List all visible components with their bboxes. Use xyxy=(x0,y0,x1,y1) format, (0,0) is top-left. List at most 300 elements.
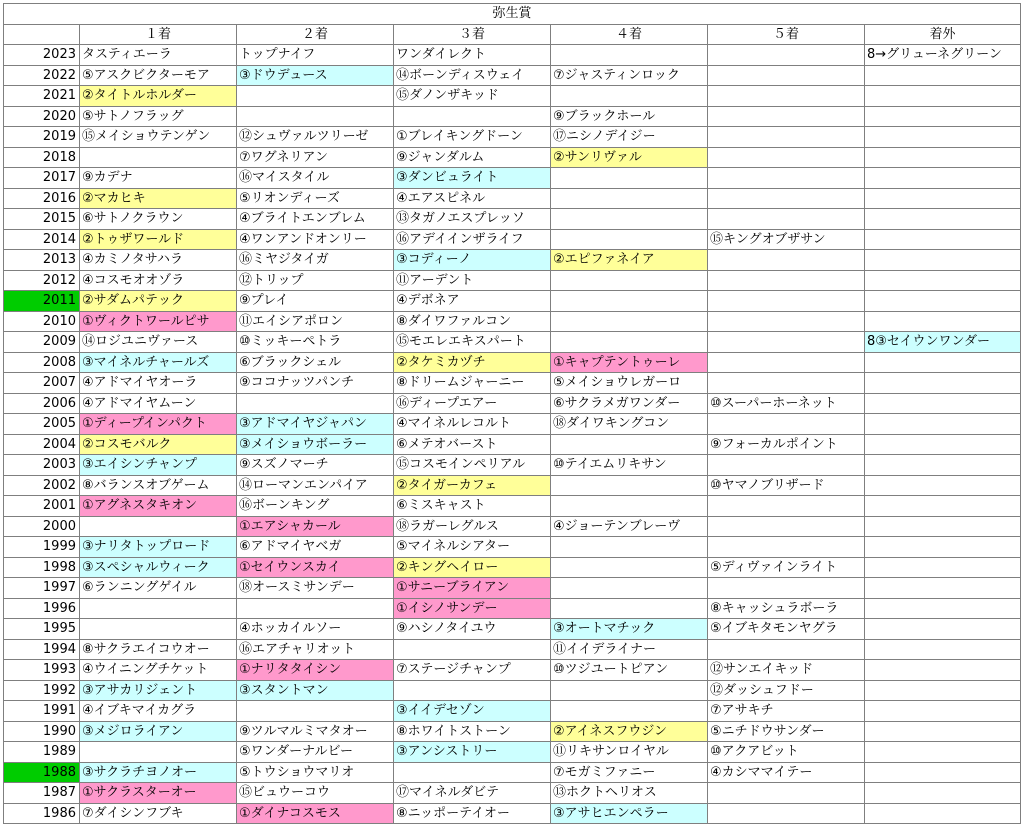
result-cell[interactable] xyxy=(865,250,1021,271)
header-cell[interactable]: ３着 xyxy=(394,24,551,45)
table-row xyxy=(4,783,1021,804)
result-cell[interactable]: ⑭ボーンディスウェイ xyxy=(394,65,551,86)
result-cell[interactable]: ワンダイレクト xyxy=(394,45,551,66)
result-cell[interactable]: ⑦ダイシンフブキ xyxy=(80,803,237,824)
year-cell[interactable]: 2022 xyxy=(4,65,80,86)
year-cell[interactable]: 2010 xyxy=(4,311,80,332)
result-cell[interactable]: ⑯エアチャリオット xyxy=(237,639,394,660)
table-row xyxy=(4,393,1021,414)
table-row xyxy=(4,352,1021,373)
result-cell[interactable]: ⑥ミスキャスト xyxy=(394,496,551,517)
result-cell[interactable] xyxy=(865,106,1021,127)
year-cell[interactable]: 2003 xyxy=(4,455,80,476)
result-cell[interactable]: ⑧キャッシュラボーラ xyxy=(708,598,865,619)
result-cell[interactable]: ②エピファネイア xyxy=(551,250,708,271)
result-cell[interactable] xyxy=(865,147,1021,168)
result-cell[interactable]: ③サクラチヨノオー xyxy=(80,762,237,783)
result-cell[interactable] xyxy=(708,352,865,373)
result-cell[interactable] xyxy=(865,270,1021,291)
result-cell[interactable]: ⑯ミヤジタイガ xyxy=(237,250,394,271)
header-cell[interactable]: ２着 xyxy=(237,24,394,45)
year-cell[interactable]: 2016 xyxy=(4,188,80,209)
result-cell[interactable]: ④デボネア xyxy=(394,291,551,312)
year-cell[interactable]: 2002 xyxy=(4,475,80,496)
result-cell[interactable] xyxy=(394,762,551,783)
result-cell[interactable]: ⑤ニチドウサンダー xyxy=(708,721,865,742)
result-cell[interactable]: ⑨カデナ xyxy=(80,168,237,189)
result-cell[interactable] xyxy=(865,721,1021,742)
result-cell[interactable]: ③スペシャルウィーク xyxy=(80,557,237,578)
result-cell[interactable]: ⑦ワグネリアン xyxy=(237,147,394,168)
result-cell[interactable]: ②サンリヴァル xyxy=(551,147,708,168)
table-row xyxy=(4,414,1021,435)
result-cell[interactable] xyxy=(708,45,865,66)
year-cell[interactable]: 2014 xyxy=(4,229,80,250)
result-cell[interactable]: ⑧バランスオブゲーム xyxy=(80,475,237,496)
result-cell[interactable] xyxy=(708,311,865,332)
year-cell[interactable]: 1998 xyxy=(4,557,80,578)
table-body xyxy=(4,45,1021,824)
year-cell[interactable]: 2006 xyxy=(4,393,80,414)
year-cell[interactable]: 1993 xyxy=(4,660,80,681)
table-row xyxy=(4,639,1021,660)
result-cell[interactable]: ③ナリタトップロード xyxy=(80,537,237,558)
result-cell[interactable]: ⑩ミッキーペトラ xyxy=(237,332,394,353)
result-cell[interactable]: ⑧ホワイトストーン xyxy=(394,721,551,742)
year-cell[interactable]: 2004 xyxy=(4,434,80,455)
result-cell[interactable]: ⑥サトノクラウン xyxy=(80,209,237,230)
result-cell[interactable] xyxy=(551,332,708,353)
result-cell[interactable] xyxy=(551,680,708,701)
result-cell[interactable] xyxy=(551,496,708,517)
year-cell[interactable]: 1989 xyxy=(4,742,80,763)
result-cell[interactable]: ⑩スーパーホーネット xyxy=(708,393,865,414)
result-cell[interactable]: ②コスモバルク xyxy=(80,434,237,455)
result-cell[interactable] xyxy=(551,578,708,599)
result-cell[interactable]: ④カミノタサハラ xyxy=(80,250,237,271)
result-cell[interactable] xyxy=(237,598,394,619)
result-cell[interactable] xyxy=(551,291,708,312)
result-cell[interactable]: ③スタントマン xyxy=(237,680,394,701)
year-cell[interactable]: 1999 xyxy=(4,537,80,558)
result-cell[interactable]: ⑧ドリームジャーニー xyxy=(394,373,551,394)
result-cell[interactable]: ⑤ワンダーナルビー xyxy=(237,742,394,763)
result-cell[interactable] xyxy=(708,455,865,476)
result-cell[interactable] xyxy=(865,660,1021,681)
result-cell[interactable] xyxy=(708,291,865,312)
result-cell[interactable]: ⑨フォーカルポイント xyxy=(708,434,865,455)
result-cell[interactable]: ⑫トリップ xyxy=(237,270,394,291)
table-row xyxy=(4,660,1021,681)
table-row xyxy=(4,106,1021,127)
table-row xyxy=(4,537,1021,558)
result-cell[interactable]: ①ヴィクトワールピサ xyxy=(80,311,237,332)
result-cell[interactable]: ⑥ブラックシェル xyxy=(237,352,394,373)
year-cell[interactable]: 2023 xyxy=(4,45,80,66)
result-cell[interactable] xyxy=(865,229,1021,250)
result-cell[interactable] xyxy=(551,475,708,496)
result-cell[interactable]: ⑤サトノフラッグ xyxy=(80,106,237,127)
result-cell[interactable] xyxy=(865,783,1021,804)
result-cell[interactable]: ③メイショウボーラー xyxy=(237,434,394,455)
result-cell[interactable]: ⑤アスクビクターモア xyxy=(80,65,237,86)
result-cell[interactable] xyxy=(865,188,1021,209)
result-cell[interactable]: ⑨ツルマルミマタオー xyxy=(237,721,394,742)
result-cell[interactable]: ⑨ココナッツパンチ xyxy=(237,373,394,394)
result-cell[interactable] xyxy=(865,680,1021,701)
result-cell[interactable]: ⑮モエレエキスパート xyxy=(394,332,551,353)
result-cell[interactable]: ⑫ダッシュフドー xyxy=(708,680,865,701)
result-cell[interactable] xyxy=(551,311,708,332)
result-cell[interactable] xyxy=(551,86,708,107)
result-cell[interactable] xyxy=(708,168,865,189)
result-cell[interactable]: ①アグネスタキオン xyxy=(80,496,237,517)
result-cell[interactable]: ①ブレイキングドーン xyxy=(394,127,551,148)
result-cell[interactable]: ③アサカリジェント xyxy=(80,680,237,701)
table-row xyxy=(4,762,1021,783)
year-cell[interactable]: 2015 xyxy=(4,209,80,230)
result-cell[interactable] xyxy=(865,373,1021,394)
year-cell[interactable]: 1990 xyxy=(4,721,80,742)
result-cell[interactable]: ⑤トウショウマリオ xyxy=(237,762,394,783)
result-cell[interactable] xyxy=(865,742,1021,763)
result-cell[interactable]: ⑩テイエムリキサン xyxy=(551,455,708,476)
result-cell[interactable] xyxy=(865,65,1021,86)
result-cell[interactable]: ④ブライトエンブレム xyxy=(237,209,394,230)
result-cell[interactable] xyxy=(708,65,865,86)
result-cell[interactable]: ⑪アーデント xyxy=(394,270,551,291)
year-cell[interactable]: 2005 xyxy=(4,414,80,435)
table-row xyxy=(4,229,1021,250)
result-cell[interactable] xyxy=(865,434,1021,455)
result-cell[interactable] xyxy=(865,455,1021,476)
result-cell[interactable] xyxy=(80,619,237,640)
result-cell[interactable]: ⑥ランニングゲイル xyxy=(80,578,237,599)
result-cell[interactable] xyxy=(708,783,865,804)
result-cell[interactable] xyxy=(708,209,865,230)
sheet-title[interactable]: 弥生賞 xyxy=(4,4,1021,25)
result-cell[interactable] xyxy=(708,414,865,435)
result-cell[interactable]: ⑤メイショウレガーロ xyxy=(551,373,708,394)
result-cell[interactable] xyxy=(865,352,1021,373)
result-cell[interactable]: ⑨ハシノタイユウ xyxy=(394,619,551,640)
result-cell[interactable]: ④イブキマイカグラ xyxy=(80,701,237,722)
result-cell[interactable]: ⑧サクラエイコウオー xyxy=(80,639,237,660)
year-cell[interactable]: 2009 xyxy=(4,332,80,353)
result-cell[interactable] xyxy=(865,578,1021,599)
result-cell[interactable] xyxy=(394,639,551,660)
result-cell[interactable]: ⑫サンエイキッド xyxy=(708,660,865,681)
table-row xyxy=(4,619,1021,640)
year-cell[interactable]: 2013 xyxy=(4,250,80,271)
result-cell[interactable] xyxy=(865,86,1021,107)
result-cell[interactable]: ⑤リオンディーズ xyxy=(237,188,394,209)
result-cell[interactable]: ⑱ラガーレグルス xyxy=(394,516,551,537)
table-row xyxy=(4,455,1021,476)
result-cell[interactable] xyxy=(865,598,1021,619)
result-cell[interactable] xyxy=(551,701,708,722)
result-cell[interactable] xyxy=(551,434,708,455)
result-cell[interactable]: ⑦モガミファニー xyxy=(551,762,708,783)
table-row xyxy=(4,721,1021,742)
result-cell[interactable]: ⑭ロジユニヴァース xyxy=(80,332,237,353)
result-cell[interactable] xyxy=(708,106,865,127)
result-cell[interactable]: ⑮メイショウテンゲン xyxy=(80,127,237,148)
year-cell[interactable]: 1992 xyxy=(4,680,80,701)
result-cell[interactable] xyxy=(80,147,237,168)
result-cell[interactable]: ⑪リキサンロイヤル xyxy=(551,742,708,763)
result-cell[interactable]: ⑨プレイ xyxy=(237,291,394,312)
result-cell[interactable] xyxy=(865,393,1021,414)
year-cell[interactable]: 2000 xyxy=(4,516,80,537)
result-cell[interactable] xyxy=(237,86,394,107)
result-cell[interactable]: ⑯マイスタイル xyxy=(237,168,394,189)
result-cell[interactable] xyxy=(708,578,865,599)
result-cell[interactable]: ⑮ダノンザキッド xyxy=(394,86,551,107)
table-row xyxy=(4,332,1021,353)
header-cell[interactable]: １着 xyxy=(80,24,237,45)
result-cell[interactable]: ①ナリタタイシン xyxy=(237,660,394,681)
result-cell[interactable]: ③メジロライアン xyxy=(80,721,237,742)
result-cell[interactable] xyxy=(865,639,1021,660)
table-row xyxy=(4,65,1021,86)
year-cell[interactable]: 2021 xyxy=(4,86,80,107)
result-cell[interactable]: ⑧ニッポーテイオー xyxy=(394,803,551,824)
result-cell[interactable]: ⑧ダイワファルコン xyxy=(394,311,551,332)
result-cell[interactable]: ④カシママイテー xyxy=(708,762,865,783)
result-cell[interactable]: ②キングヘイロー xyxy=(394,557,551,578)
result-cell[interactable] xyxy=(551,229,708,250)
result-cell[interactable] xyxy=(865,619,1021,640)
table-row xyxy=(4,168,1021,189)
result-cell[interactable] xyxy=(865,537,1021,558)
result-cell[interactable]: ⑪イイデライナー xyxy=(551,639,708,660)
result-cell[interactable] xyxy=(865,127,1021,148)
result-cell[interactable]: ②マカヒキ xyxy=(80,188,237,209)
year-cell[interactable]: 1988 xyxy=(4,762,80,783)
year-cell[interactable]: 1995 xyxy=(4,619,80,640)
table-row xyxy=(4,45,1021,66)
result-cell[interactable]: ⑥アドマイヤベガ xyxy=(237,537,394,558)
result-cell[interactable]: ④マイネルレコルト xyxy=(394,414,551,435)
year-cell[interactable]: 2011 xyxy=(4,291,80,312)
header-cell[interactable]: 着外 xyxy=(865,24,1021,45)
result-cell[interactable]: ⑦ジャスティンロック xyxy=(551,65,708,86)
table-row xyxy=(4,209,1021,230)
year-cell[interactable]: 1997 xyxy=(4,578,80,599)
result-cell[interactable] xyxy=(708,188,865,209)
result-cell[interactable]: ⑩ツジユートピアン xyxy=(551,660,708,681)
year-cell[interactable]: 2019 xyxy=(4,127,80,148)
result-cell[interactable]: 8③セイウンワンダー xyxy=(865,332,1021,353)
result-cell[interactable]: ②タイトルホルダー xyxy=(80,86,237,107)
result-cell[interactable] xyxy=(551,270,708,291)
result-cell[interactable]: ⑫シュヴァルツリーゼ xyxy=(237,127,394,148)
result-cell[interactable] xyxy=(865,557,1021,578)
result-cell[interactable] xyxy=(865,414,1021,435)
result-cell[interactable] xyxy=(865,701,1021,722)
result-cell[interactable] xyxy=(551,168,708,189)
year-cell[interactable]: 1987 xyxy=(4,783,80,804)
result-cell[interactable]: ⑯ディープエアー xyxy=(394,393,551,414)
result-cell[interactable]: ①ディープインパクト xyxy=(80,414,237,435)
result-cell[interactable]: ⑤イブキタモンヤグラ xyxy=(708,619,865,640)
year-cell[interactable]: 2020 xyxy=(4,106,80,127)
result-cell[interactable]: 8→グリューネグリーン xyxy=(865,45,1021,66)
year-cell[interactable]: 2001 xyxy=(4,496,80,517)
table-row xyxy=(4,803,1021,824)
result-cell[interactable]: ③ダンビュライト xyxy=(394,168,551,189)
result-cell[interactable]: ①セイウンスカイ xyxy=(237,557,394,578)
result-cell[interactable]: ⑯ボーンキング xyxy=(237,496,394,517)
result-cell[interactable] xyxy=(865,311,1021,332)
year-cell[interactable]: 1996 xyxy=(4,598,80,619)
result-cell[interactable]: ①イシノサンデー xyxy=(394,598,551,619)
result-cell[interactable] xyxy=(865,516,1021,537)
result-cell[interactable]: ⑨ブラックホール xyxy=(551,106,708,127)
result-cell[interactable]: ②タイガーカフェ xyxy=(394,475,551,496)
header-cell[interactable] xyxy=(4,24,80,45)
result-cell[interactable] xyxy=(865,168,1021,189)
result-cell[interactable]: ③ドウデュース xyxy=(237,65,394,86)
result-cell[interactable] xyxy=(551,209,708,230)
result-cell[interactable]: タスティエーラ xyxy=(80,45,237,66)
result-cell[interactable] xyxy=(708,127,865,148)
result-cell[interactable] xyxy=(237,393,394,414)
result-cell[interactable]: ⑯アデイインザライフ xyxy=(394,229,551,250)
result-cell[interactable]: ⑤マイネルシアター xyxy=(394,537,551,558)
result-cell[interactable]: ③エイシンチャンプ xyxy=(80,455,237,476)
result-cell[interactable]: ⑱オースミサンデー xyxy=(237,578,394,599)
result-cell[interactable] xyxy=(80,516,237,537)
result-cell[interactable]: ⑭ローマンエンパイア xyxy=(237,475,394,496)
result-cell[interactable]: ④エアスピネル xyxy=(394,188,551,209)
result-cell[interactable] xyxy=(708,86,865,107)
year-cell[interactable]: 2017 xyxy=(4,168,80,189)
result-cell[interactable]: ⑨スズノマーチ xyxy=(237,455,394,476)
result-cell[interactable] xyxy=(865,803,1021,824)
result-cell[interactable]: ①サクラスターオー xyxy=(80,783,237,804)
result-cell[interactable]: ④アドマイヤオーラ xyxy=(80,373,237,394)
result-cell[interactable] xyxy=(708,147,865,168)
result-cell[interactable] xyxy=(394,106,551,127)
result-cell[interactable]: ⑤ディヴァインライト xyxy=(708,557,865,578)
result-cell[interactable]: ⑦ステージチャンプ xyxy=(394,660,551,681)
result-cell[interactable] xyxy=(708,332,865,353)
result-cell[interactable] xyxy=(708,270,865,291)
result-cell[interactable]: トップナイフ xyxy=(237,45,394,66)
year-cell[interactable]: 1991 xyxy=(4,701,80,722)
result-cell[interactable] xyxy=(865,209,1021,230)
result-cell[interactable]: ②タケミカヅチ xyxy=(394,352,551,373)
result-cell[interactable]: ②サダムパテック xyxy=(80,291,237,312)
result-cell[interactable] xyxy=(551,45,708,66)
result-cell[interactable]: ③オートマチック xyxy=(551,619,708,640)
result-cell[interactable]: ③アンシストリー xyxy=(394,742,551,763)
result-cell[interactable] xyxy=(394,680,551,701)
result-cell[interactable]: ①サニーブライアン xyxy=(394,578,551,599)
result-cell[interactable]: ②トゥザワールド xyxy=(80,229,237,250)
result-cell[interactable]: ⑰ニシノデイジー xyxy=(551,127,708,148)
result-cell[interactable] xyxy=(551,188,708,209)
result-cell[interactable] xyxy=(708,496,865,517)
result-cell[interactable]: ⑬タガノエスプレッソ xyxy=(394,209,551,230)
result-cell[interactable] xyxy=(80,598,237,619)
result-cell[interactable]: ①エアシャカール xyxy=(237,516,394,537)
result-cell[interactable]: ③アドマイヤジャパン xyxy=(237,414,394,435)
result-cell[interactable] xyxy=(708,250,865,271)
year-cell[interactable]: 2008 xyxy=(4,352,80,373)
result-cell[interactable]: ③コディーノ xyxy=(394,250,551,271)
results-table xyxy=(3,3,1021,824)
result-cell[interactable]: ③アサヒエンペラー xyxy=(551,803,708,824)
result-cell[interactable]: ⑮コスモインペリアル xyxy=(394,455,551,476)
result-cell[interactable] xyxy=(708,516,865,537)
result-cell[interactable]: ⑮ビュウーコウ xyxy=(237,783,394,804)
year-cell[interactable]: 1986 xyxy=(4,803,80,824)
result-cell[interactable]: ⑥サクラメガワンダー xyxy=(551,393,708,414)
header-cell[interactable]: ５着 xyxy=(708,24,865,45)
result-cell[interactable]: ⑩アクアビット xyxy=(708,742,865,763)
result-cell[interactable]: ⑮キングオブザサン xyxy=(708,229,865,250)
result-cell[interactable]: ⑱ダイワキングコン xyxy=(551,414,708,435)
result-cell[interactable] xyxy=(865,291,1021,312)
result-cell[interactable]: ⑥メテオバースト xyxy=(394,434,551,455)
table-row xyxy=(4,680,1021,701)
result-cell[interactable]: ④アドマイヤムーン xyxy=(80,393,237,414)
table-row xyxy=(4,742,1021,763)
result-cell[interactable] xyxy=(551,557,708,578)
result-cell[interactable]: ④ホッカイルソー xyxy=(237,619,394,640)
result-cell[interactable]: ③イイデセゾン xyxy=(394,701,551,722)
result-cell[interactable] xyxy=(237,106,394,127)
result-cell[interactable] xyxy=(237,701,394,722)
result-cell[interactable]: ④ウイニングチケット xyxy=(80,660,237,681)
year-cell[interactable]: 1994 xyxy=(4,639,80,660)
result-cell[interactable]: ⑪エイシアポロン xyxy=(237,311,394,332)
result-cell[interactable]: ⑦アサキチ xyxy=(708,701,865,722)
result-cell[interactable]: ①キャプテントゥーレ xyxy=(551,352,708,373)
result-cell[interactable]: ⑬ホクトヘリオス xyxy=(551,783,708,804)
table-row xyxy=(4,291,1021,312)
result-cell[interactable] xyxy=(865,496,1021,517)
result-cell[interactable]: ②アイネスフウジン xyxy=(551,721,708,742)
header-cell[interactable]: ４着 xyxy=(551,24,708,45)
result-cell[interactable]: ⑨ジャンダルム xyxy=(394,147,551,168)
result-cell[interactable]: ④コスモオオゾラ xyxy=(80,270,237,291)
result-cell[interactable]: ⑰マイネルダビテ xyxy=(394,783,551,804)
result-cell[interactable] xyxy=(551,537,708,558)
result-cell[interactable] xyxy=(708,639,865,660)
result-cell[interactable] xyxy=(80,742,237,763)
result-cell[interactable] xyxy=(708,803,865,824)
result-cell[interactable] xyxy=(865,762,1021,783)
year-cell[interactable]: 2007 xyxy=(4,373,80,394)
year-cell[interactable]: 2012 xyxy=(4,270,80,291)
table-row xyxy=(4,373,1021,394)
result-cell[interactable] xyxy=(551,598,708,619)
result-cell[interactable] xyxy=(708,373,865,394)
result-cell[interactable]: ③マイネルチャールズ xyxy=(80,352,237,373)
result-cell[interactable]: ④ジョーテンブレーヴ xyxy=(551,516,708,537)
table-row xyxy=(4,557,1021,578)
result-cell[interactable] xyxy=(865,475,1021,496)
result-cell[interactable]: ①ダイナコスモス xyxy=(237,803,394,824)
result-cell[interactable]: ④ワンアンドオンリー xyxy=(237,229,394,250)
result-cell[interactable] xyxy=(708,537,865,558)
result-cell[interactable]: ⑩ヤマノブリザード xyxy=(708,475,865,496)
year-cell[interactable]: 2018 xyxy=(4,147,80,168)
